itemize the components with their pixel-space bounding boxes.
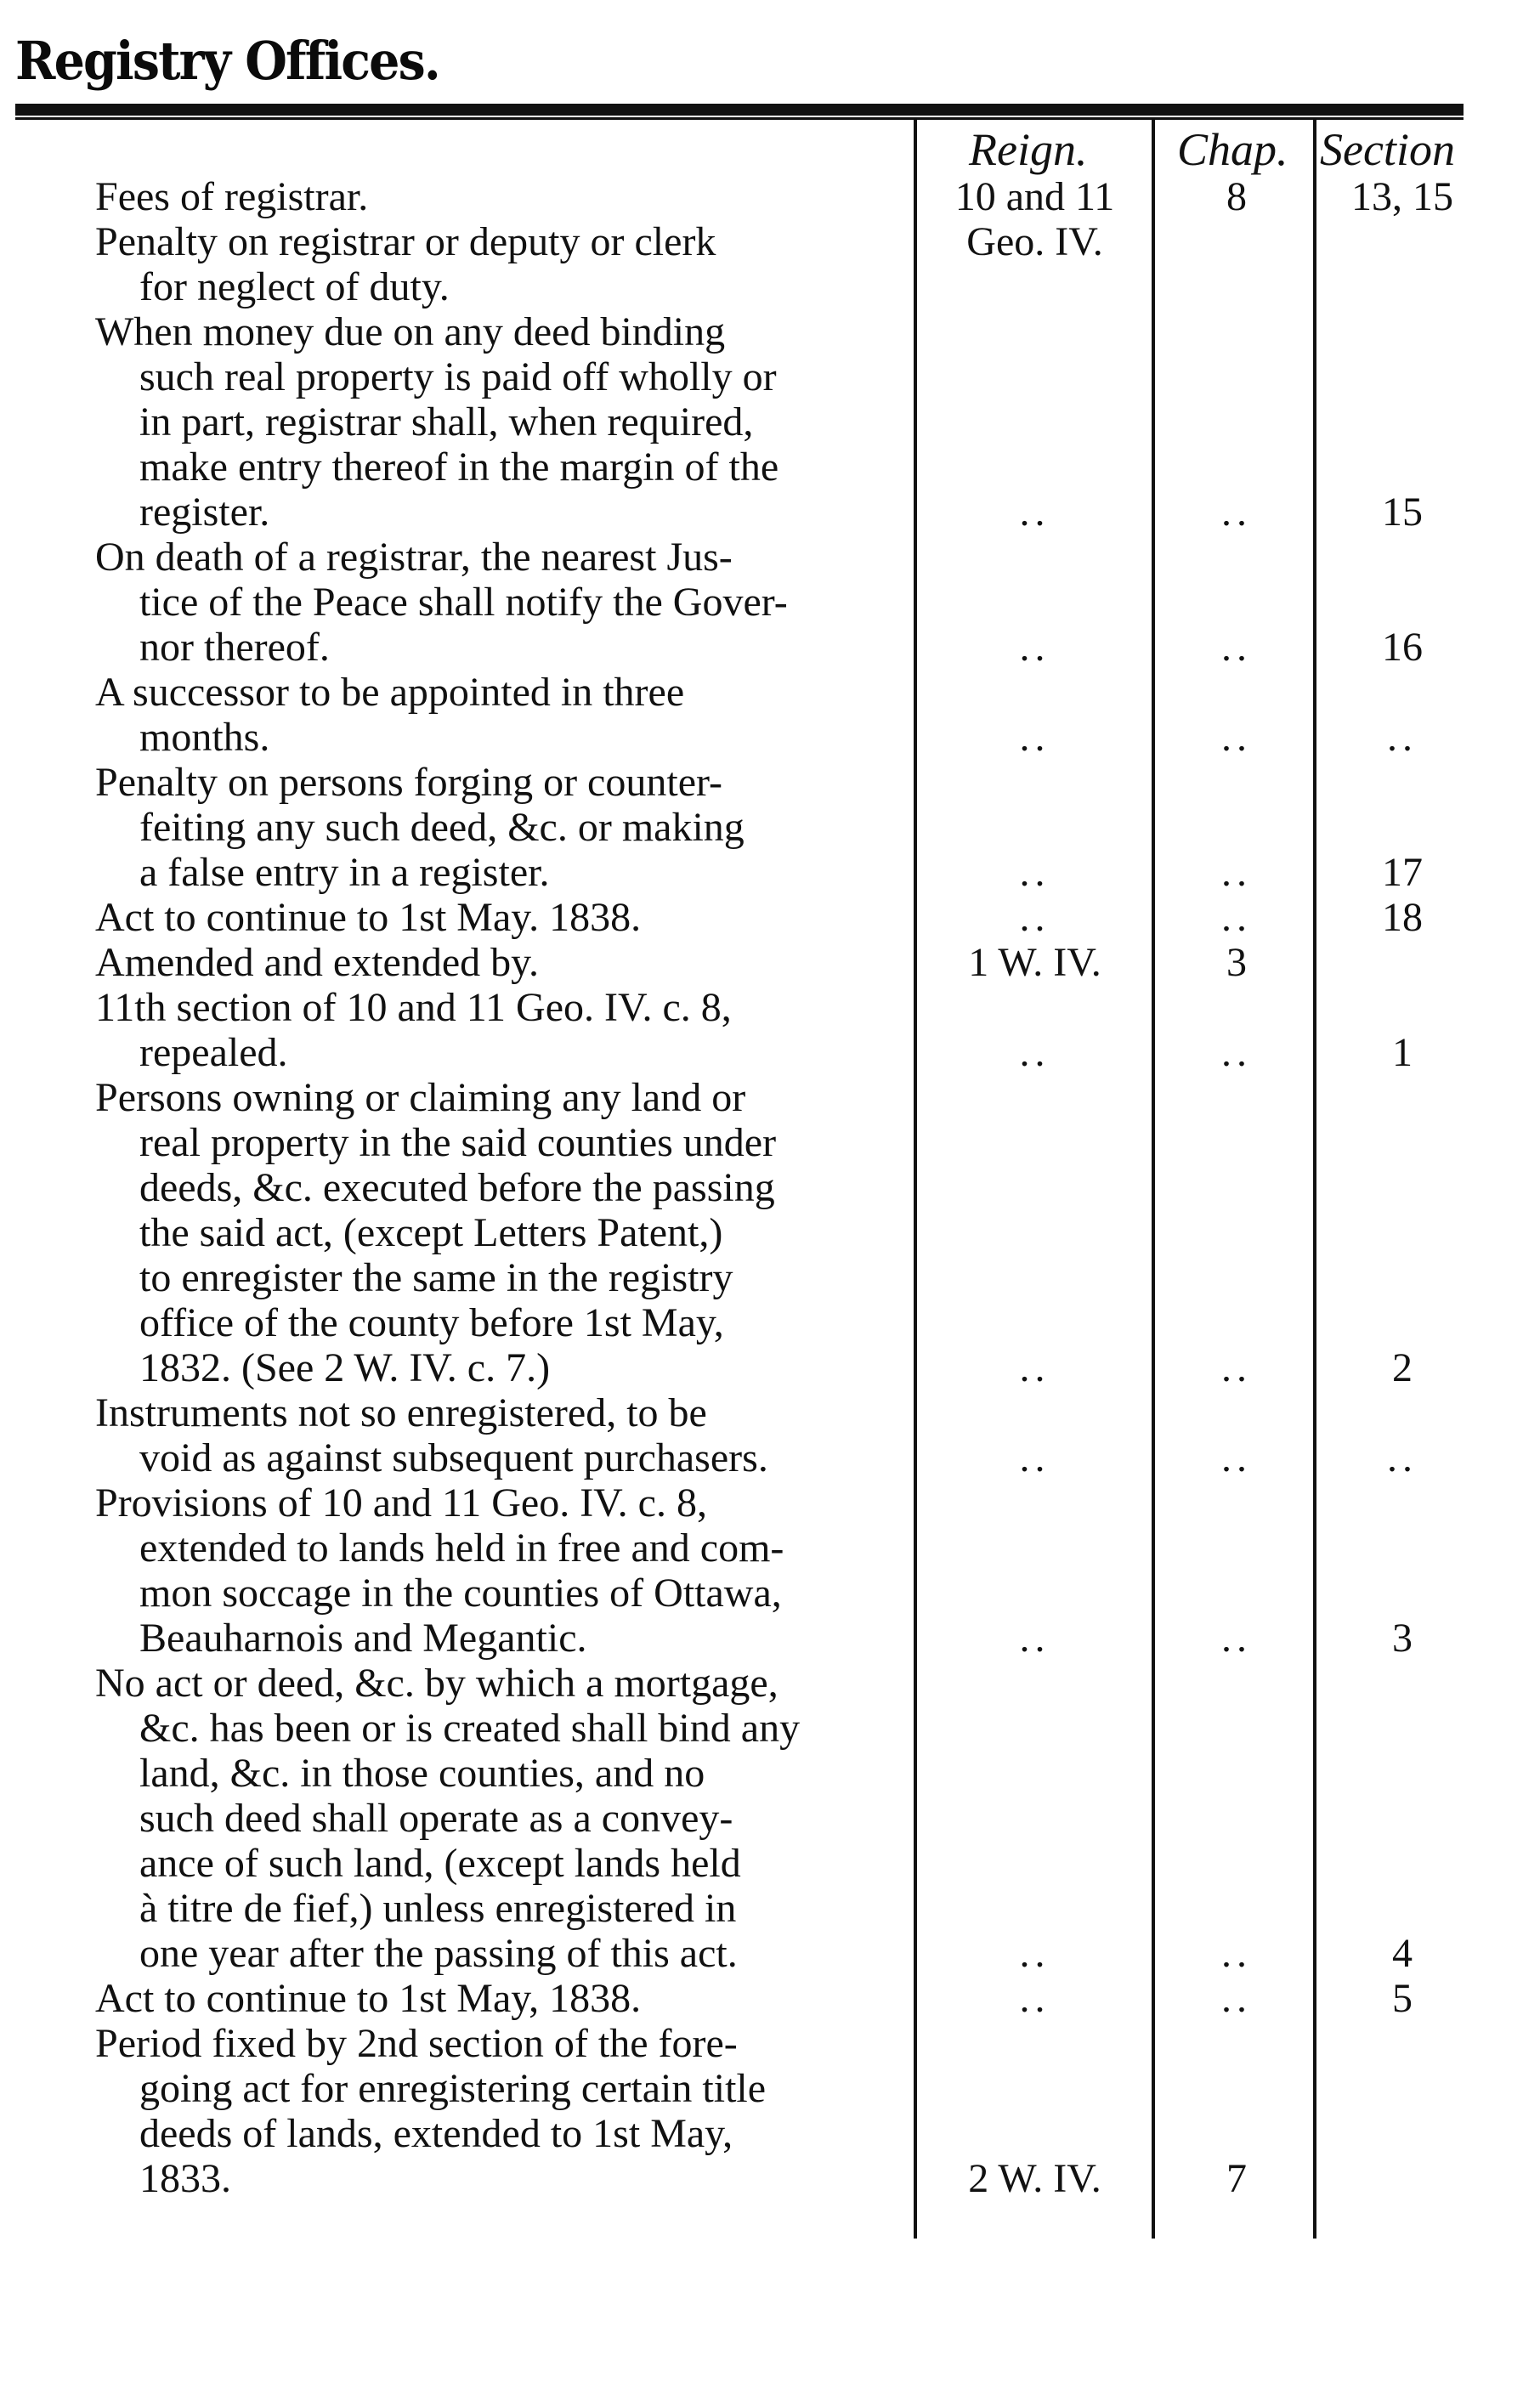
entry-line: 1833. — [139, 2156, 231, 2201]
entry-line: a false entry in a register. — [139, 850, 550, 895]
entry-text — [95, 1661, 907, 1976]
entry-text — [95, 2021, 907, 2201]
chap-cell: .. — [1221, 1435, 1252, 1480]
entry-line: one year after the passing of this act. — [139, 1931, 738, 1976]
reign-cell: .. — [1019, 1616, 1050, 1661]
entry-line: Period fixed by 2nd section of the fore- — [95, 2021, 738, 2066]
entry-line: tice of the Peace shall notify the Gover- — [139, 580, 788, 625]
reign-cell: 2 W. IV. — [968, 2156, 1101, 2201]
chap-cell: .. — [1221, 1976, 1252, 2021]
chap-cell: 3 — [1226, 940, 1247, 985]
entry-line: such real property is paid off wholly or — [139, 354, 777, 399]
chap-cell: .. — [1221, 1931, 1252, 1976]
entry-text — [95, 670, 907, 760]
entry-line: ance of such land, (except lands held — [139, 1841, 741, 1886]
entry-text — [95, 940, 907, 985]
chap-cell: 7 — [1226, 2156, 1247, 2201]
entry-line: &c. has been or is created shall bind any — [139, 1706, 801, 1751]
reign-cell: .. — [1019, 1931, 1050, 1976]
chap-cell: .. — [1221, 490, 1252, 535]
entry-line: Fees of registrar. — [95, 174, 369, 219]
column-header-chap: Chap. — [1177, 124, 1288, 175]
page-heading: Registry Offices. — [15, 30, 439, 92]
entry-text — [95, 1976, 907, 2021]
entry-line: land, &c. in those counties, and no — [139, 1751, 705, 1796]
entry-line: to enregister the same in the registry — [139, 1255, 733, 1300]
section-cell: 13, 15 — [1351, 174, 1453, 219]
section-cell: .. — [1387, 715, 1418, 760]
entry-line: office of the county before 1st May, — [139, 1300, 724, 1345]
entry-line: make entry thereof in the margin of the — [139, 444, 779, 490]
entry-line: Beauharnois and Megantic. — [139, 1616, 587, 1661]
entry-line: When money due on any deed binding — [95, 309, 726, 354]
column-header-section: Section — [1320, 124, 1455, 175]
reign-cell: .. — [1019, 1030, 1050, 1075]
entry-text — [95, 895, 907, 940]
reign-cell: .. — [1019, 490, 1050, 535]
entry-line: Penalty on persons forging or counter- — [95, 760, 722, 805]
column-divider-reign — [914, 119, 917, 2239]
heading-rule — [15, 104, 1464, 116]
heading-rule-thin — [15, 117, 1464, 120]
entry-text — [95, 985, 907, 1075]
entry-line: real property in the said counties under — [139, 1120, 777, 1165]
entry-line: such deed shall operate as a convey- — [139, 1796, 733, 1841]
entry-line: void as against subsequent purchasers. — [139, 1435, 768, 1480]
entry-line: months. — [139, 715, 270, 760]
entry-line: deeds of lands, extended to 1st May, — [139, 2111, 733, 2156]
section-cell: 3 — [1392, 1616, 1413, 1661]
entry-text — [95, 535, 907, 670]
entry-line: No act or deed, &c. by which a mortgage, — [95, 1661, 778, 1706]
entry-line: for neglect of duty. — [139, 264, 450, 309]
chap-cell: .. — [1221, 625, 1252, 670]
section-cell: 4 — [1392, 1931, 1413, 1976]
entry-text — [95, 174, 907, 219]
chap-cell: .. — [1221, 895, 1252, 940]
section-cell: 17 — [1382, 850, 1423, 895]
entry-line: 1832. (See 2 W. IV. c. 7.) — [139, 1345, 551, 1390]
reign-cell: .. — [1019, 1976, 1050, 2021]
chap-cell: .. — [1221, 850, 1252, 895]
entry-line: Amended and extended by. — [95, 940, 540, 985]
entry-text — [95, 1480, 907, 1661]
entry-line: register. — [139, 490, 270, 535]
chap-cell: .. — [1221, 1030, 1252, 1075]
reign-cell: .. — [1019, 625, 1050, 670]
entry-line: nor thereof. — [139, 625, 330, 670]
entry-line: Persons owning or claiming any land or — [95, 1075, 746, 1120]
entry-line: 11th section of 10 and 11 Geo. IV. c. 8, — [95, 985, 732, 1030]
section-cell: 2 — [1392, 1345, 1413, 1390]
reign-cell: 10 and 11 — [954, 174, 1115, 219]
section-cell: 5 — [1392, 1976, 1413, 2021]
reign-cell: 1 W. IV. — [968, 940, 1101, 985]
entry-line: Provisions of 10 and 11 Geo. IV. c. 8, — [95, 1480, 707, 1525]
entry-line: going act for enregistering certain title — [139, 2066, 767, 2111]
entry-text — [95, 1390, 907, 1480]
entry-line: in part, registrar shall, when required, — [139, 399, 754, 444]
entry-line: the said act, (except Letters Patent,) — [139, 1210, 723, 1255]
reign-cell: Geo. IV. — [966, 219, 1103, 264]
entry-line: extended to lands held in free and com- — [139, 1525, 784, 1571]
entry-line: deeds, &c. executed before the passing — [139, 1165, 775, 1210]
entry-line: Penalty on registrar or deputy or clerk — [95, 219, 716, 264]
entry-line: mon soccage in the counties of Ottawa, — [139, 1571, 782, 1616]
entry-line: feiting any such deed, &c. or making — [139, 805, 745, 850]
reign-cell: .. — [1019, 850, 1050, 895]
chap-cell: .. — [1221, 1345, 1252, 1390]
reign-cell: .. — [1019, 1345, 1050, 1390]
entry-text — [95, 760, 907, 895]
section-cell: 16 — [1382, 625, 1423, 670]
reign-cell: .. — [1019, 715, 1050, 760]
column-header-reign: Reign. — [969, 124, 1088, 175]
section-cell: 15 — [1382, 490, 1423, 535]
entry-line: à titre de fief,) unless enregistered in — [139, 1886, 737, 1931]
section-cell: 18 — [1382, 895, 1423, 940]
chap-cell: .. — [1221, 715, 1252, 760]
section-cell: .. — [1387, 1435, 1418, 1480]
entry-text — [95, 309, 907, 535]
entry-line: On death of a registrar, the nearest Jus- — [95, 535, 733, 580]
chap-cell: .. — [1221, 1616, 1252, 1661]
entry-line: repealed. — [139, 1030, 288, 1075]
column-divider-section — [1313, 119, 1316, 2239]
section-cell: 1 — [1392, 1030, 1413, 1075]
entry-line: Act to continue to 1st May. 1838. — [95, 895, 642, 940]
entry-text — [95, 219, 907, 309]
chap-cell: 8 — [1226, 174, 1247, 219]
entry-line: A successor to be appointed in three — [95, 670, 685, 715]
entry-text — [95, 1075, 907, 1390]
column-divider-chap — [1152, 119, 1155, 2239]
reign-cell: .. — [1019, 1435, 1050, 1480]
reign-cell: .. — [1019, 895, 1050, 940]
entry-line: Act to continue to 1st May, 1838. — [95, 1976, 642, 2021]
entry-line: Instruments not so enregistered, to be — [95, 1390, 707, 1435]
